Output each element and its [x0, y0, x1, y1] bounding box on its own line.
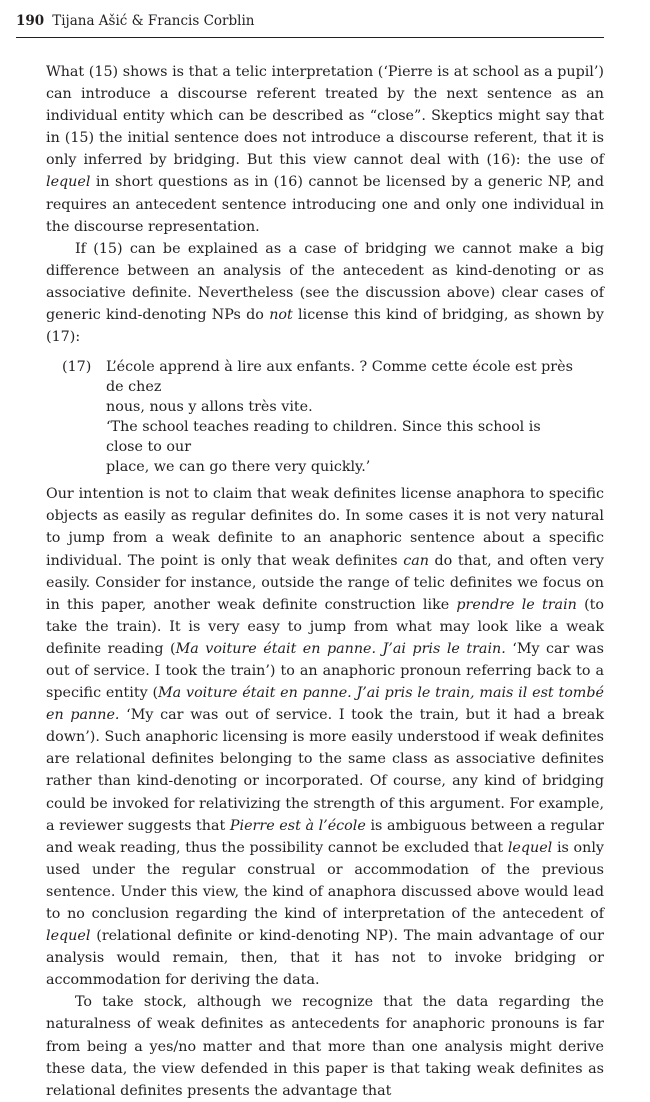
example-17 [46, 357, 604, 477]
emphasis-lequel: lequel [46, 174, 91, 191]
example-french-line-1: L’école apprend à lire aux enfants. ? Comme cette école est près de chez [106, 359, 573, 396]
example-gloss-line-2: place, we can go there very quickly.’ [106, 459, 371, 476]
header-authors: Tijana Ašić & Francis Corblin [52, 13, 255, 29]
example-text [106, 357, 576, 477]
example-french-line-2: nous, nous y allons très vite. [106, 399, 313, 416]
page-number: 190 [16, 13, 45, 29]
paragraph-2: If (15) can be explained as a case of bridging we cannot make a big difference between an analysis of the antecedent as kind-denoting or as associative definite. Nevertheless (see the discussion above) clear cases of generic kind-denoting NPs do not license this kind of bridging, as shown by (17): [46, 240, 605, 346]
example-gloss-line-1: ‘The school teaches reading to children. Since this school is close to our [106, 419, 541, 456]
paragraph-1: What (15) shows is that a telic interpretation (‘Pierre is at school as a pupil’) can introduce a discourse referent treated by the next sentence as an individual entity which can be described as “close”. Skeptics might say that in (15) the initial sentence does not introduce a discourse referent, that it is only inferred by bridging. But this view cannot deal with (16): the use of lequel in short questions as in (16) cannot be licensed by a generic NP, and requires an antecedent sentence introducing one and only one individual in the discourse representation. [46, 64, 604, 235]
example-number: (17) [62, 359, 92, 376]
paragraph-3: Our intention is not to claim that weak definites license anaphora to specific objects as easily as regular definites do. In some cases it is not very natural to jump from a weak definite to an anaphoric sentence about a specific individual. The point is only that weak definites can do that, and often very easily. Consider for instance, outside the range of telic definites we focus on in this paper, another weak definite construction like prendre le train (to take the train). It is very easy to jump from what may look like a weak definite reading (Ma voiture était en panne. J’ai pris le train. ‘My car was out of service. I took the train’) to an anaphoric pronoun referring back to a specific entity (Ma voiture était en panne. J’ai pris le train, mais il est tombé en panne. ‘My car was out of service. I took the train, but it had a break down’). Such anaphoric licensing is more easily understood if weak definites are relational definites belonging to the same class as associative definites rather than kind-denoting or incorporated. Of course, any kind of bridging could be invoked for relativizing the strength of this argument. For example, a reviewer suggests that Pierre est à l’école is ambiguous between a regular and weak reading, thus the possibility cannot be excluded that lequel is only used under the regular construal or accommodation of the previous sentence. Under this view, the kind of anaphora discussed above would lead to no conclusion regarding the kind of interpretation of the antecedent of lequel (relational definite or kind-denoting NP). The main advantage of our analysis would remain, then, that it has not to invoke bridging or accommodation for deriving the data. [46, 486, 605, 989]
emphasis-not: not [269, 307, 293, 324]
running-header [16, 11, 604, 38]
paragraph-4: To take stock, although we recognize that the data regarding the naturalness of weak definites as antecedents for anaphoric pronouns is far from being a yes/no matter and that more than one analysis might derive these data, the view defended in this paper is that taking weak definites as relational definites presents the advantage that [46, 994, 604, 1099]
body-text [46, 61, 604, 1102]
